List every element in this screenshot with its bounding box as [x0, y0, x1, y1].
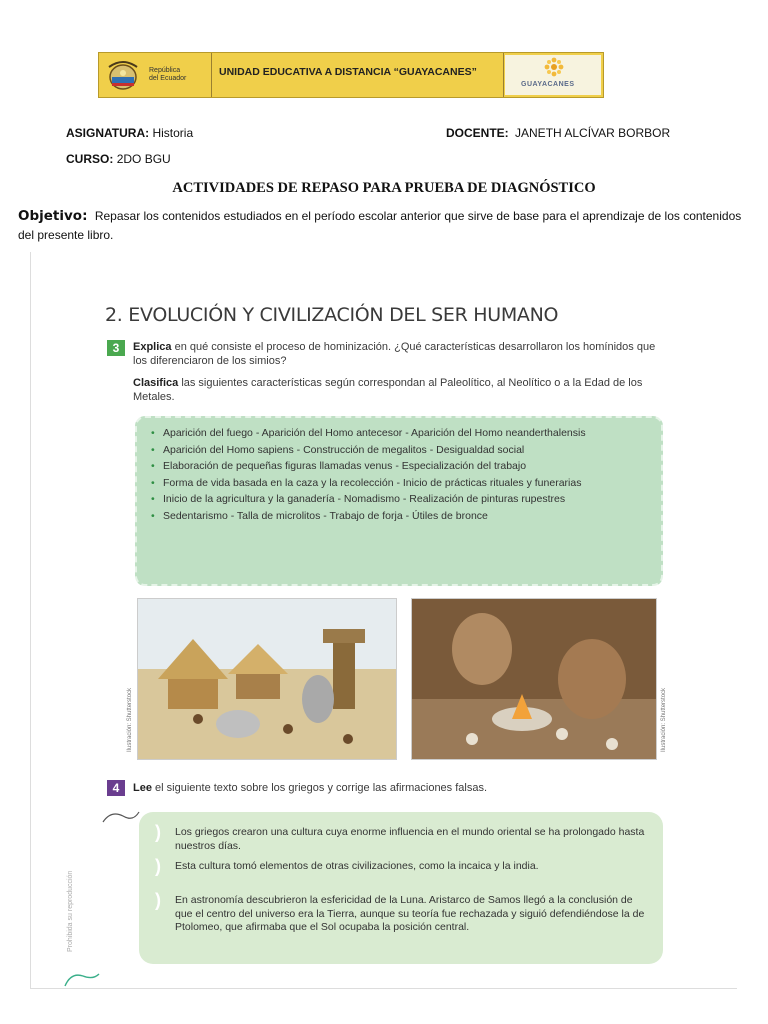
- characteristics-box: [135, 416, 663, 586]
- teacher-label: DOCENTE:: [446, 126, 509, 140]
- unit-title: 2. EVOLUCIÓN Y CIVILIZACIÓN DEL SER HUMANO: [105, 304, 559, 326]
- neolithic-village-illustration: [137, 598, 397, 760]
- republic-line-2: del Ecuador: [149, 75, 187, 82]
- list-item: • Aparición del fuego - Aparición del Homo antecesor - Aparición del Homo neanderthalensis: [163, 426, 647, 441]
- school-name: UNIDAD EDUCATIVA A DISTANCIA “GUAYACANES”: [219, 66, 477, 78]
- guayacanes-logo: [505, 55, 601, 95]
- paleolithic-cave-illustration: [411, 598, 657, 760]
- objective-paragraph: [18, 207, 748, 245]
- task-3-classify-text: las siguientes características según correspondan al Paleolítico, al Neolítico o a la Edad de los Metales.: [133, 377, 643, 403]
- task-4-instruction: [133, 781, 665, 795]
- list-item: • Sedentarismo - Talla de microlitos - Trabajo de forja - Útiles de bronce: [163, 509, 647, 524]
- subject-label: ASIGNATURA:: [66, 126, 150, 140]
- photo-credit-1: Ilustración: Shutterstock: [127, 687, 133, 752]
- task-3-explain-text: en qué consiste el proceso de hominización. ¿Qué características desarrollaron los homínidos que los diferenciaron de los simios?: [133, 341, 656, 367]
- swirl-decoration-icon: [101, 808, 141, 828]
- course-line: [66, 152, 171, 166]
- task-4-badge: 4: [107, 780, 125, 796]
- header-banner: [98, 52, 604, 98]
- task-4-text: el siguiente texto sobre los griegos y corrige las afirmaciones falsas.: [155, 782, 488, 794]
- subject-value: Historia: [152, 126, 194, 140]
- bracket-icon: ): [155, 890, 161, 910]
- bracket-icon: ): [155, 856, 161, 876]
- bracket-icon: ): [155, 822, 161, 842]
- cave-scene-icon: [412, 599, 656, 759]
- course-label: CURSO:: [66, 152, 114, 166]
- objective-label: Objetivo:: [18, 208, 88, 224]
- task-3-verb-classify: Clasifica: [133, 377, 179, 389]
- textbook-page-image: [30, 252, 737, 989]
- task-4-verb-read: Lee: [133, 782, 152, 794]
- flower-logo-icon: [543, 57, 565, 77]
- republic-text: [149, 67, 186, 83]
- objective-text: Repasar los contenidos estudiados en el período escolar anterior que sirve de base para el aprendizaje de los contenidos del presente libro.: [18, 209, 742, 242]
- course-value: 2DO BGU: [116, 152, 171, 166]
- ecuador-coat-of-arms-icon: [103, 57, 143, 93]
- teacher-line: [446, 126, 670, 140]
- logo-text: GUAYACANES: [521, 81, 575, 88]
- task-3-badge: 3: [107, 340, 125, 356]
- greek-text-box: [139, 812, 663, 964]
- republic-line-1: República: [149, 67, 181, 74]
- statement-3: En astronomía descubrieron la esfericidad de la Luna. Aristarco de Samos llegó a la conclusión de que el centro del universo era la Tierra, aunque su teoría fue rechazada y siguió defendiéndose la de Ptolomeo, que afirmaba que el Sol ocupaba la posición central.: [175, 894, 645, 933]
- statement-2: Esta cultura tomó elementos de otras civilizaciones, como la incaica y la india.: [175, 860, 539, 872]
- side-note: Prohibida su reproducción: [67, 870, 74, 952]
- divider: [503, 53, 504, 97]
- photo-credit-2: Ilustración: Shutterstock: [661, 687, 667, 752]
- teacher-value: JANETH ALCÍVAR BORBOR: [515, 126, 671, 140]
- divider: [211, 53, 212, 97]
- characteristics-list: [137, 418, 661, 523]
- task-3-classify: [133, 376, 665, 404]
- list-item: • Forma de vida basada en la caza y la recolección - Inicio de prácticas rituales y funerarias: [163, 476, 647, 491]
- document-title: ACTIVIDADES DE REPASO PARA PRUEBA DE DIAGNÓSTICO: [172, 180, 596, 196]
- leaf-decoration-icon: [63, 968, 103, 988]
- task-3-verb-explain: Explica: [133, 341, 172, 353]
- subject-line: [66, 126, 193, 140]
- list-item: • Inicio de la agricultura y la ganadería - Nomadismo - Realización de pinturas rupestres: [163, 492, 647, 507]
- list-item: • Elaboración de pequeñas figuras llamadas venus - Especialización del trabajo: [163, 459, 647, 474]
- village-scene-icon: [138, 599, 396, 759]
- task-3-explain: [133, 340, 665, 368]
- statement-1: Los griegos crearon una cultura cuya enorme influencia en el mundo oriental se ha prolongado hasta nuestros días.: [175, 826, 645, 852]
- list-item: • Aparición del Homo sapiens - Construcción de megalitos - Desigualdad social: [163, 443, 647, 458]
